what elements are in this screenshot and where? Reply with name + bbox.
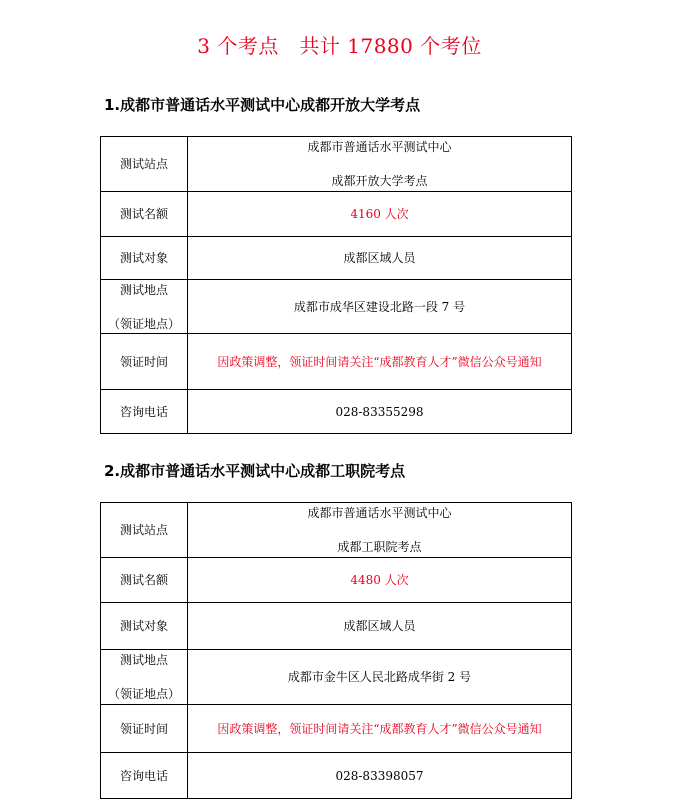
label-target: 测试对象 <box>101 603 188 650</box>
row-target <box>101 603 572 650</box>
value-station-line2: 成都开放大学考点 <box>331 174 428 188</box>
value-target: 成都区域人员 <box>188 237 572 280</box>
label-phone: 咨询电话 <box>101 753 188 799</box>
value-station <box>188 503 572 558</box>
value-address: 成都市金牛区人民北路成华街 2 号 <box>188 650 572 705</box>
label-address-line1: 测试地点 <box>119 282 168 297</box>
value-address: 成都市成华区建设北路一段 7 号 <box>188 280 572 334</box>
page-title: 3 个考点 共计 17880 个考位 <box>197 34 482 58</box>
label-station: 测试站点 <box>101 503 188 558</box>
label-quota: 测试名额 <box>101 192 188 237</box>
row-station <box>101 137 572 192</box>
label-address-line2: （领证地点） <box>107 316 180 331</box>
row-quota <box>101 558 572 603</box>
label-phone: 咨询电话 <box>101 390 188 434</box>
label-cert-time: 领证时间 <box>101 705 188 753</box>
row-address <box>101 650 572 705</box>
row-cert-time <box>101 705 572 753</box>
value-station-line2: 成都工职院考点 <box>337 540 422 554</box>
info-table-2 <box>100 502 572 799</box>
info-table-1 <box>100 136 572 434</box>
label-address-line1: 测试地点 <box>119 653 168 667</box>
row-phone <box>101 753 572 799</box>
row-quota <box>101 192 572 237</box>
row-phone <box>101 390 572 434</box>
row-station <box>101 503 572 558</box>
label-address <box>101 280 188 334</box>
label-address <box>101 650 188 705</box>
row-cert-time <box>101 334 572 390</box>
row-address <box>101 280 572 334</box>
value-station <box>188 137 572 192</box>
value-cert-time: 因政策调整，领证时间请关注“成都教育人才”微信公众号通知 <box>188 334 572 390</box>
value-quota: 4160 人次 <box>188 192 572 237</box>
section-heading-1: 1.成都市普通话水平测试中心成都开放大学考点 <box>104 96 421 114</box>
label-target: 测试对象 <box>101 237 188 280</box>
section-heading-2: 2.成都市普通话水平测试中心成都工职院考点 <box>104 462 406 480</box>
value-quota: 4480 人次 <box>188 558 572 603</box>
value-target: 成都区域人员 <box>188 603 572 650</box>
label-address-line2: （领证地点） <box>107 687 180 701</box>
label-station: 测试站点 <box>101 137 188 192</box>
row-target <box>101 237 572 280</box>
label-quota: 测试名额 <box>101 558 188 603</box>
value-cert-time: 因政策调整，领证时间请关注“成都教育人才”微信公众号通知 <box>188 705 572 753</box>
value-station-line1: 成都市普通话水平测试中心 <box>307 140 452 154</box>
label-cert-time: 领证时间 <box>101 334 188 390</box>
value-station-line1: 成都市普通话水平测试中心 <box>307 506 452 520</box>
value-phone: 028-83398057 <box>188 753 572 799</box>
value-phone: 028-83355298 <box>188 390 572 434</box>
